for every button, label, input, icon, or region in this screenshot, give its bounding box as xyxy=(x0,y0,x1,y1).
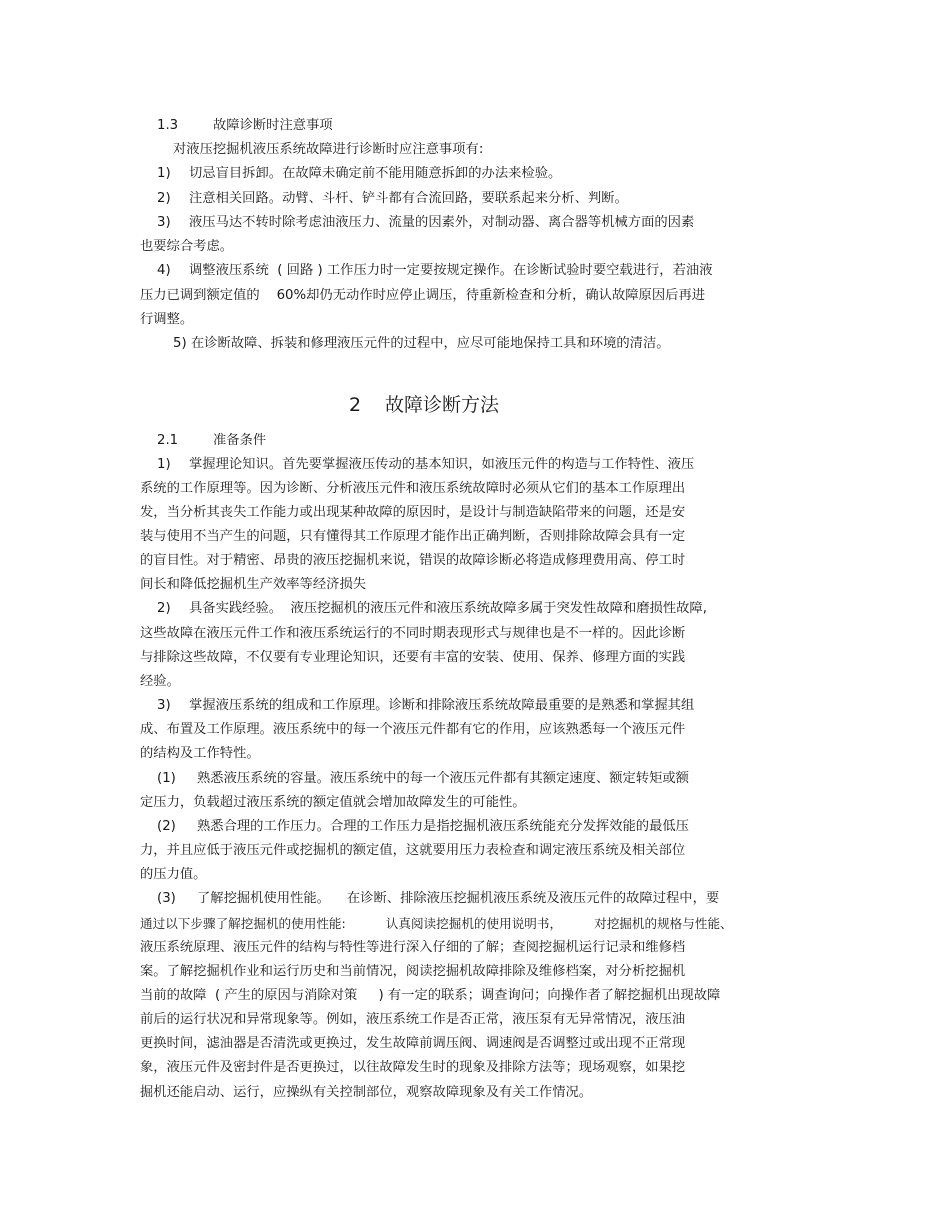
paragraph-intro: 对液压挖掘机液压系统故障进行诊断时应注意事项有: xyxy=(173,142,484,157)
section-number: 1.3 xyxy=(157,118,179,133)
paragraph-line: 具备实践经验。 液压挖掘机的液压元件和液压系统故障多属于突发性故障和磨损性故障, xyxy=(189,601,707,616)
paragraph-line: 的结构及工作特性。 xyxy=(140,746,260,761)
list-item-text: 压力已调到额定值的 60%却仍无动作时应停止调压，待重新检查和分析，确认故障原因后再进 xyxy=(140,288,706,303)
paragraph-line: 熟悉液压系统的容量。液压系统中的每一个液压元件都有其额定速度、额定转矩或额 xyxy=(197,771,689,786)
paragraph-line: 成、布置及工作原理。液压系统中的每一个液压元件都有它的作用，应该熟悉每一个液压元件 xyxy=(140,722,686,737)
paragraph-line: 经验。 xyxy=(140,674,180,689)
list-item-text: 注意相关回路。动臂、斗杆、铲斗都有合流回路，要联系起来分析、判断。 xyxy=(189,191,628,206)
paragraph-line: 更换时间，滤油器是否清洗或更换过，发生故障前调压阀、调速阀是否调整过或出现不正常现 xyxy=(140,1036,686,1051)
list-item-number: 3) xyxy=(157,215,171,230)
section-title: 故障诊断时注意事项 xyxy=(213,118,333,133)
paragraph-line: 通过以下步骤了解挖掘机的使用性能: 认真阅读挖掘机的使用说明书， 对挖掘机的规格与性能、 xyxy=(140,916,733,931)
paragraph-line: 系统的工作原理等。因为诊断、分析液压元件和液压系统故障时必须从它们的基本工作原理出 xyxy=(140,481,686,496)
list-item-text: 5) 在诊断故障、拆装和修理液压元件的过程中，应尽可能地保持工具和环境的清洁。 xyxy=(173,336,670,351)
list-item-text: 切忌盲目拆卸。在故障未确定前不能用随意拆卸的办法来检验。 xyxy=(189,166,562,181)
list-item-number: 2) xyxy=(157,601,171,616)
list-item-number: (3) xyxy=(157,891,176,906)
list-item-number: 1) xyxy=(157,457,171,472)
list-item-text: 行调整。 xyxy=(140,312,194,327)
list-item-number: 4) xyxy=(157,263,171,278)
list-item-text: 也要综合考虑。 xyxy=(140,239,234,254)
chapter-number: 2 xyxy=(349,394,362,416)
list-item-number: (1) xyxy=(157,771,176,786)
paragraph-line: 与排除这些故障，不仅要有专业理论知识，还要有丰富的安装、使用、保养、修理方面的实践 xyxy=(140,650,686,665)
paragraph-line: 掌握理论知识。首先要掌握液压传动的基本知识，如液压元件的构造与工作特性、液压 xyxy=(189,457,695,472)
paragraph-line: 前后的运行状况和异常现象等。例如，液压系统工作是否正常，液压泵有无异常情况，液压油 xyxy=(140,1012,686,1027)
paragraph-line: 掌握液压系统的组成和工作原理。诊断和排除液压系统故障最重要的是熟悉和掌握其组 xyxy=(189,698,695,713)
paragraph-line: 发，当分析其丧失工作能力或出现某种故障的原因时，是设计与制造缺陷带来的问题，还是安 xyxy=(140,505,686,520)
list-item-number: 2) xyxy=(157,191,171,206)
paragraph-line: 案。了解挖掘机作业和运行历史和当前情况，阅读挖掘机故障排除及维修档案，对分析挖掘机 xyxy=(140,964,686,979)
paragraph-line: 装与使用不当产生的问题，只有懂得其工作原理才能作出正确判断，否则排除故障会具有一定 xyxy=(140,529,686,544)
list-item-text: 调整液压系统 ( 回路 ) 工作压力时一定要按规定操作。在诊断试验时要空载进行，若油液 xyxy=(189,263,713,278)
list-item-number: 3) xyxy=(157,698,171,713)
section-number: 2.1 xyxy=(157,433,179,448)
paragraph-line: 掘机还能启动、运行，应操纵有关控制部位，观察故障现象及有关工作情况。 xyxy=(140,1085,593,1100)
paragraph-line: 力，并且应低于液压元件或挖掘机的额定值，这就要用压力表检查和调定液压系统及相关部位 xyxy=(140,843,686,858)
list-item-number: (2) xyxy=(157,819,176,834)
paragraph-line: 定压力，负载超过液压系统的额定值就会增加故障发生的可能性。 xyxy=(140,795,526,810)
paragraph-line: 熟悉合理的工作压力。合理的工作压力是指挖掘机液压系统能充分发挥效能的最低压 xyxy=(197,819,689,834)
paragraph-line: 的压力值。 xyxy=(140,867,207,882)
section-title: 准备条件 xyxy=(213,433,267,448)
chapter-title: 故障诊断方法 xyxy=(385,394,500,416)
paragraph-line: 间长和降低挖掘机生产效率等经济损失 xyxy=(140,577,367,592)
paragraph-line: 了解挖掘机使用性能。 在诊断、排除液压挖掘机液压系统及液压元件的故障过程中，要 xyxy=(197,891,720,906)
paragraph-line: 液压系统原理、液压元件的结构与特性等进行深入仔细的了解；查阅挖掘机运行记录和维修档 xyxy=(140,940,686,955)
paragraph-line: 当前的故障 ( 产生的原因与消除对策 ) 有一定的联系；调查询问；向操作者了解挖掘机出现故障 xyxy=(140,988,721,1003)
list-item-number: 1) xyxy=(157,166,171,181)
paragraph-line: 的盲目性。对于精密、昂贵的液压挖掘机来说，错误的故障诊断必将造成修理费用高、停工时 xyxy=(140,553,686,568)
paragraph-line: 这些故障在液压元件工作和液压系统运行的不同时期表现形式与规律也是不一样的。因此诊断 xyxy=(140,626,686,641)
paragraph-line: 象，液压元件及密封件是否更换过，以往故障发生时的现象及排除方法等；现场观察，如果挖 xyxy=(140,1060,686,1075)
list-item-text: 液压马达不转时除考虑油液压力、流量的因素外，对制动器、离合器等机械方面的因素 xyxy=(189,215,695,230)
